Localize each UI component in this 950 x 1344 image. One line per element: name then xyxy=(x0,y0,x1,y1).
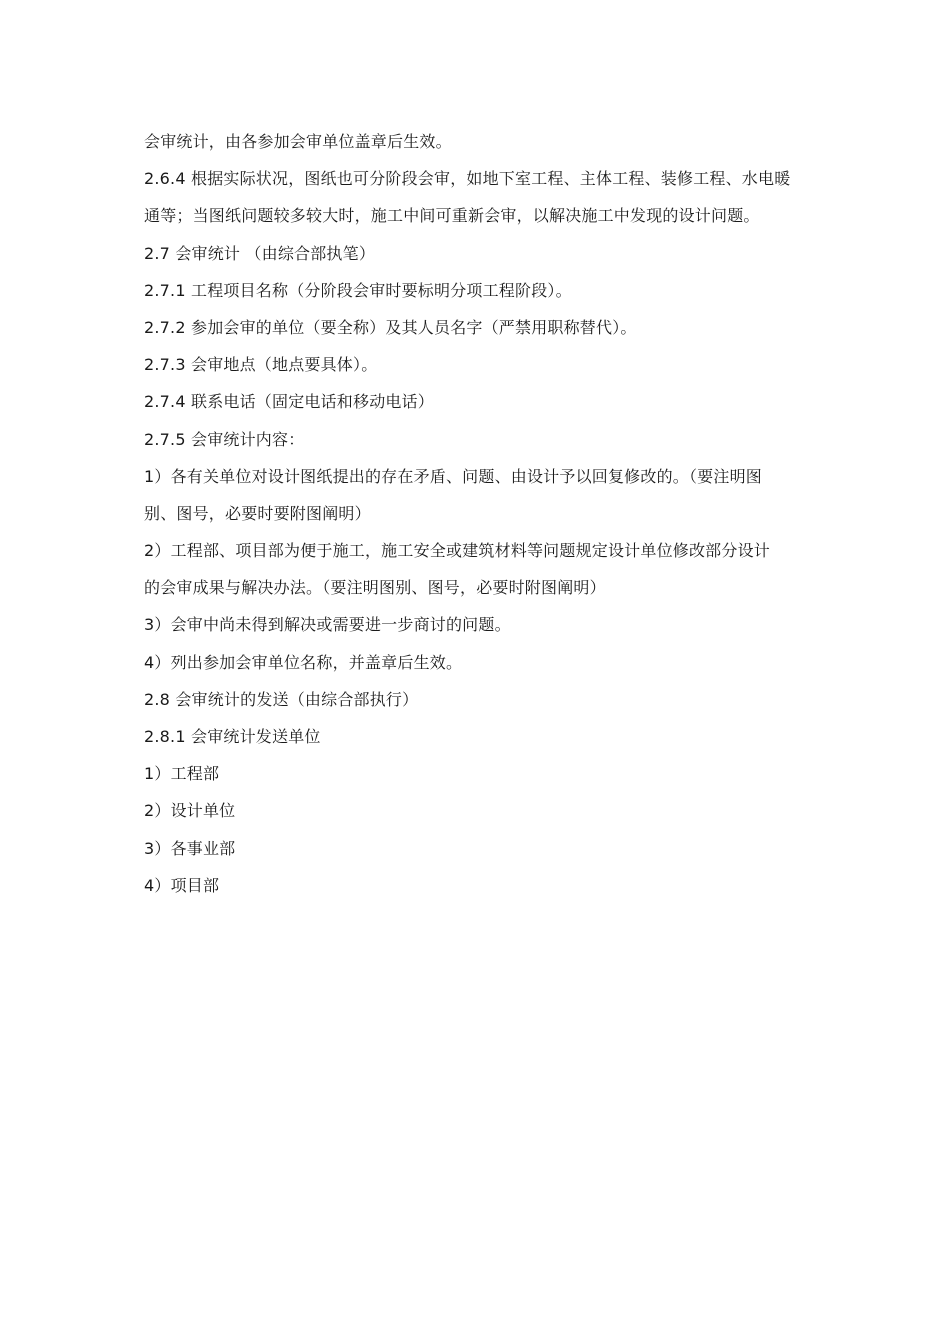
list-item-continuation: 的会审成果与解决办法。（要注明图别、图号，必要时附图阐明） xyxy=(144,578,606,598)
text-line: 2.7.4 联系电话（固定电话和移动电话） xyxy=(144,392,434,412)
text-line: 2.8.1 会审统计发送单位 xyxy=(144,727,321,746)
section-heading: 2.7 会审统计 （由综合部执笔） xyxy=(144,243,376,263)
list-item: 4）项目部 xyxy=(144,875,220,895)
list-item: 3）各事业部 xyxy=(144,838,236,858)
text-line: 2.7.1 工程项目名称（分阶段会审时要标明分项工程阶段）。 xyxy=(144,280,572,300)
list-item: 1）各有关单位对设计图纸提出的存在矛盾、问题、由设计予以回复修改的。（要注明图 xyxy=(144,466,762,486)
document-body xyxy=(144,123,812,904)
text-line: 会审统计，由各参加会审单位盖章后生效。 xyxy=(144,132,452,151)
text-line: 2.7.5 会审统计内容： xyxy=(144,429,305,449)
text-line: 2.7.2 参加会审的单位（要全称）及其人员名字（严禁用职称替代）。 xyxy=(144,317,637,337)
list-item: 4）列出参加会审单位名称，并盖章后生效。 xyxy=(144,652,463,672)
list-item-continuation: 别、图号，必要时要附图阐明） xyxy=(144,503,371,523)
list-item: 2）工程部、项目部为便于施工，施工安全或建筑材料等问题规定设计单位修改部分设计 xyxy=(144,541,770,561)
text-line: 2.6.4 根据实际状况，图纸也可分阶段会审，如地下室工程、主体工程、装修工程、水电暖 xyxy=(144,169,791,189)
list-item: 2）设计单位 xyxy=(144,801,236,821)
section-heading: 2.8 会审统计的发送（由综合部执行） xyxy=(144,689,419,709)
list-item: 3）会审中尚未得到解决或需要进一步商讨的问题。 xyxy=(144,615,511,635)
list-item: 1）工程部 xyxy=(144,764,220,784)
text-line: 通等；当图纸问题较多较大时，施工中间可重新会审，以解决施工中发现的设计问题。 xyxy=(144,206,760,226)
text-line: 2.7.3 会审地点（地点要具体）。 xyxy=(144,355,378,375)
